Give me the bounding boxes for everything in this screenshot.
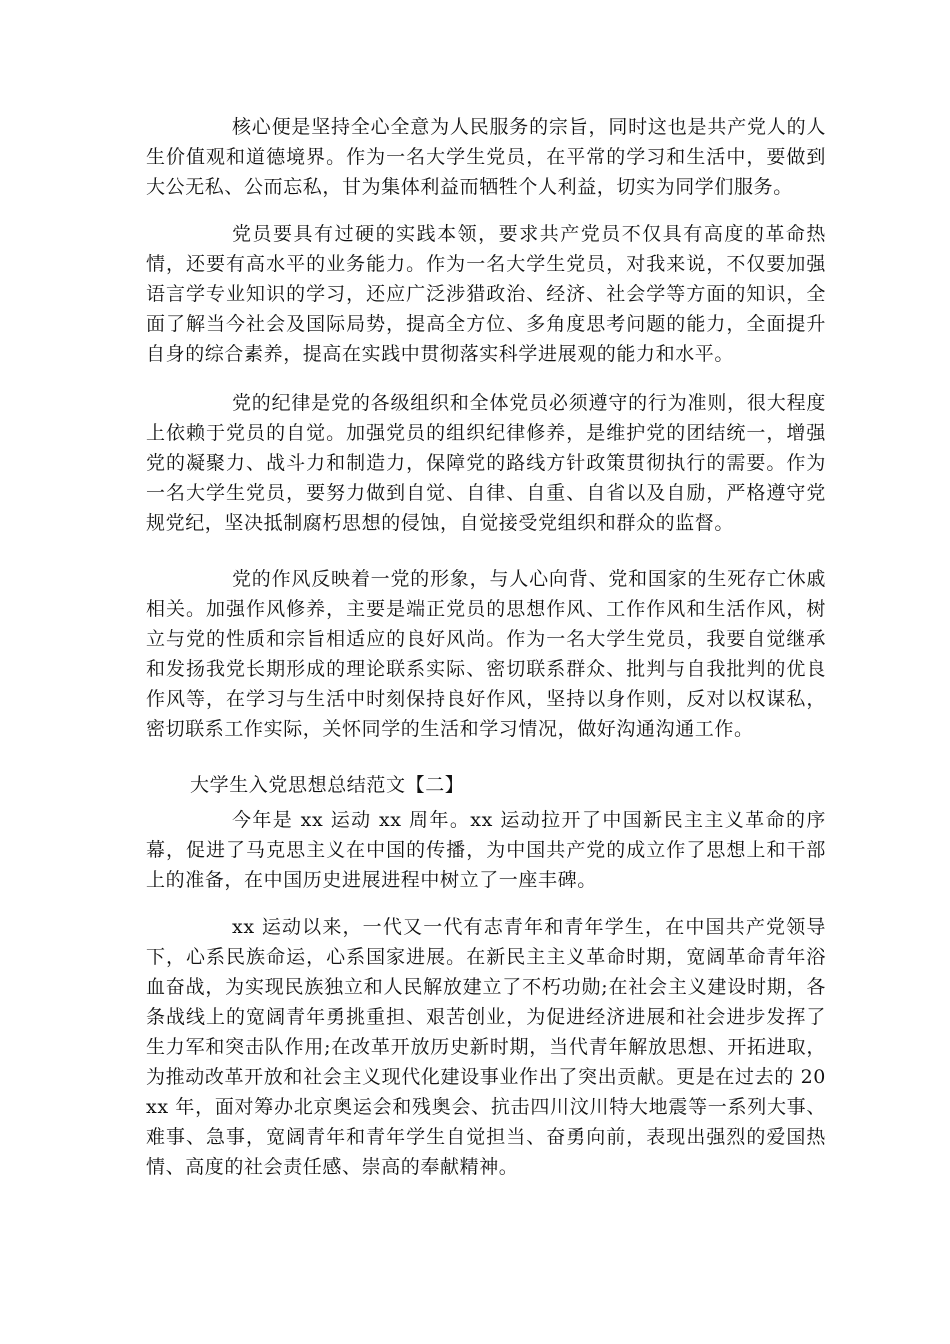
paragraph-youth-history: xx 运动以来，一代又一代有志青年和青年学生，在中国共产党领导下，心系民族命运，心系国家进展。在新民主主义革命时期，宽阔革命青年浴血奋战，为实现民族独立和人民解放建立了不朽功勋;在社会主义建设时期，各条战线上的宽阔青年勇挑重担、艰苦创业，为促进经济进展和社会进步发挥了生力军和突击队作用;在改革开放历史新时期，当代青年解放思想、开拓进取，为推动改革开放和社会主义现代化建设事业作出了突出贡献。更是在过去的 20xx 年，面对筹办北京奥运会和残奥会、抗击四川汶川特大地震等一系列大事、难事、急事，宽阔青年和青年学生自觉担当、奋勇向前，表现出强烈的爱国热情、高度的社会责任感、崇高的奉献精神。: [146, 916, 826, 1178]
section-heading: 大学生入党思想总结范文【二】: [190, 774, 465, 796]
paragraph-practical-ability: 党员要具有过硬的实践本领，要求共产党员不仅具有高度的革命热情，还要有高水平的业务能力。作为一名大学生党员，对我来说，不仅要加强语言学专业知识的学习，还应广泛涉猎政治、经济、社会学等方面的知识，全面了解当今社会及国际局势，提高全方位、多角度思考问题的能力，全面提升自身的综合素养，提高在实践中贯彻落实科学进展观的能力和水平。: [146, 223, 826, 365]
paragraph-party-discipline: 党的纪律是党的各级组织和全体党员必须遵守的行为准则，很大程度上依赖于党员的自觉。加强党员的组织纪律修养，是维护党的团结统一，增强党的凝聚力、战斗力和制造力，保障党的路线方针政策贯彻执行的需要。作为一名大学生党员，要努力做到自觉、自律、自重、自省以及自励，严格遵守党规党纪，坚决抵制腐朽思想的侵蚀，自觉接受党组织和群众的监督。: [146, 392, 826, 534]
paragraph-party-purpose: 核心便是坚持全心全意为人民服务的宗旨，同时这也是共产党人的人生价值观和道德境界。作为一名大学生党员，在平常的学习和生活中，要做到大公无私、公而忘私，甘为集体利益而牺牲个人利益，切实为同学们服务。: [146, 116, 826, 198]
paragraph-party-style: 党的作风反映着一党的形象，与人心向背、党和国家的生死存亡休戚相关。加强作风修养，主要是端正党员的思想作风、工作作风和生活作风，树立与党的性质和宗旨相适应的良好风尚。作为一名大学生党员，我要自觉继承和发扬我党长期形成的理论联系实际、密切联系群众、批判与自我批判的优良作风等，在学习与生活中时刻保持良好作风，坚持以身作则，反对以权谋私，密切联系工作实际，关怀同学的生活和学习情况，做好沟通沟通工作。: [146, 568, 826, 740]
paragraph-anniversary: 今年是 xx 运动 xx 周年。xx 运动拉开了中国新民主主义革命的序幕，促进了马克思主义在中国的传播，为中国共产党的成立作了思想上和干部上的准备，在中国历史进展进程中树立了一座丰碑。: [146, 809, 826, 891]
